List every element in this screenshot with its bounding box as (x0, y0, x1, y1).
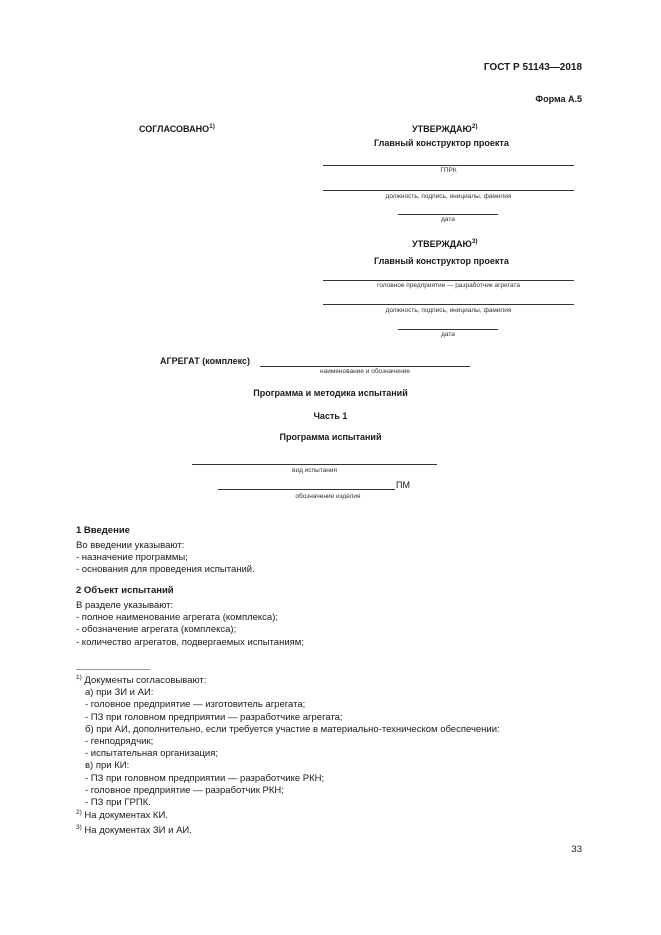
footnote-2-text: На документах КИ. (84, 810, 168, 821)
footnote-line: - ПЗ при головном предприятии — разработчике агрегата; (85, 711, 343, 723)
footnote-line: - головное предприятие — изготовитель агрегата; (85, 699, 306, 711)
list-item: - основания для проведения испытаний. (76, 564, 255, 576)
approve2-org-line (323, 280, 574, 281)
approve2-sign-caption: должность, подпись, инициалы, фамилия (385, 307, 512, 314)
program-part: Часть 1 (313, 411, 348, 421)
footnote-2-marker: 2) (76, 808, 82, 816)
approve2-title: Главный конструктор проекта (374, 256, 509, 266)
section2-intro: В разделе указывают: (76, 600, 174, 611)
program-title: Программа и методика испытаний (253, 388, 408, 398)
approve1-sign-caption: должность, подпись, инициалы, фамилия (385, 193, 512, 200)
section1-heading: 1 Введение (76, 525, 130, 536)
approve1-date-line (398, 214, 498, 215)
approve2-org-caption: головное предприятие — разработчик агрегата (377, 282, 520, 289)
section2-body (76, 600, 304, 649)
approve1-date-caption: дата (441, 216, 455, 223)
program-subtitle: Программа испытаний (279, 432, 382, 442)
approve2-footnote-ref: 3) (471, 238, 478, 245)
section1-intro: Во введении указывают: (76, 540, 185, 551)
footnote-1-list (76, 687, 500, 809)
footnote-1 (76, 675, 500, 809)
test-type-line (192, 464, 437, 465)
footnote-line: - головное предприятие — разработчик РКН; (85, 784, 284, 796)
designation-line (218, 489, 395, 490)
list-item: - полное наименование агрегата (комплекса); (76, 612, 279, 624)
footnote-1-text: Документы согласовывают: (84, 675, 207, 686)
footnote-1-marker: 1) (76, 673, 82, 681)
footnote-separator (76, 669, 150, 670)
approve1-title: Главный конструктор проекта (374, 138, 509, 148)
list-item: - назначение программы; (76, 552, 188, 564)
section1-body (76, 540, 255, 577)
footnote-3-marker: 3) (76, 823, 82, 831)
approve1-label (412, 124, 478, 134)
footnote-line: - ПЗ при ГРПК. (85, 797, 151, 809)
approve2-sign-line (323, 304, 574, 305)
test-type-caption: вид испытания (291, 467, 337, 474)
footnote-line: а) при ЗИ и АИ: (85, 687, 154, 699)
approve1-org-caption: ГПРК (440, 167, 457, 174)
approve1-sign-line (323, 190, 574, 191)
footnote-line: б) при АИ, дополнительно, если требуется участие в материально-техническом обеспечении: (85, 723, 500, 735)
list-item: - количество агрегатов, подвергаемых испытаниям; (76, 636, 304, 648)
footnote-line: - генподрядчик; (85, 736, 154, 748)
page-number: 33 (571, 844, 582, 855)
form-label: Форма А.5 (535, 94, 582, 104)
approve1-text: УТВЕРЖДАЮ (412, 124, 472, 134)
section2-heading: 2 Объект испытаний (76, 585, 174, 596)
approve2-date-line (398, 329, 498, 330)
approve2-text: УТВЕРЖДАЮ (412, 239, 472, 249)
approve1-org-line (323, 165, 574, 166)
aggregate-caption: наименование и обозначение (320, 368, 410, 375)
footnote-line: в) при КИ: (85, 760, 130, 772)
designation-suffix: ПМ (396, 480, 410, 490)
footnote-2 (76, 810, 168, 822)
footnote-3 (76, 825, 192, 837)
approve2-label (412, 239, 478, 249)
agreed-label (139, 124, 215, 134)
aggregate-label: АГРЕГАТ (комплекс) (160, 356, 251, 366)
footnote-3-text: На документах ЗИ и АИ. (84, 825, 192, 836)
approve1-footnote-ref: 2) (471, 123, 478, 130)
standard-code: ГОСТ Р 51143—2018 (483, 62, 582, 73)
designation-caption: обозначение изделия (295, 493, 361, 500)
footnote-line: - ПЗ при головном предприятии — разработчике РКН; (85, 772, 325, 784)
footnote-1-intro (76, 675, 500, 687)
approve2-date-caption: дата (441, 331, 455, 338)
list-item: - обозначение агрегата (комплекса); (76, 624, 237, 636)
agreed-text: СОГЛАСОВАНО (139, 124, 210, 134)
aggregate-line (260, 366, 470, 367)
footnote-line: - испытательная организация; (85, 748, 218, 760)
agreed-footnote-ref: 1) (209, 123, 215, 130)
